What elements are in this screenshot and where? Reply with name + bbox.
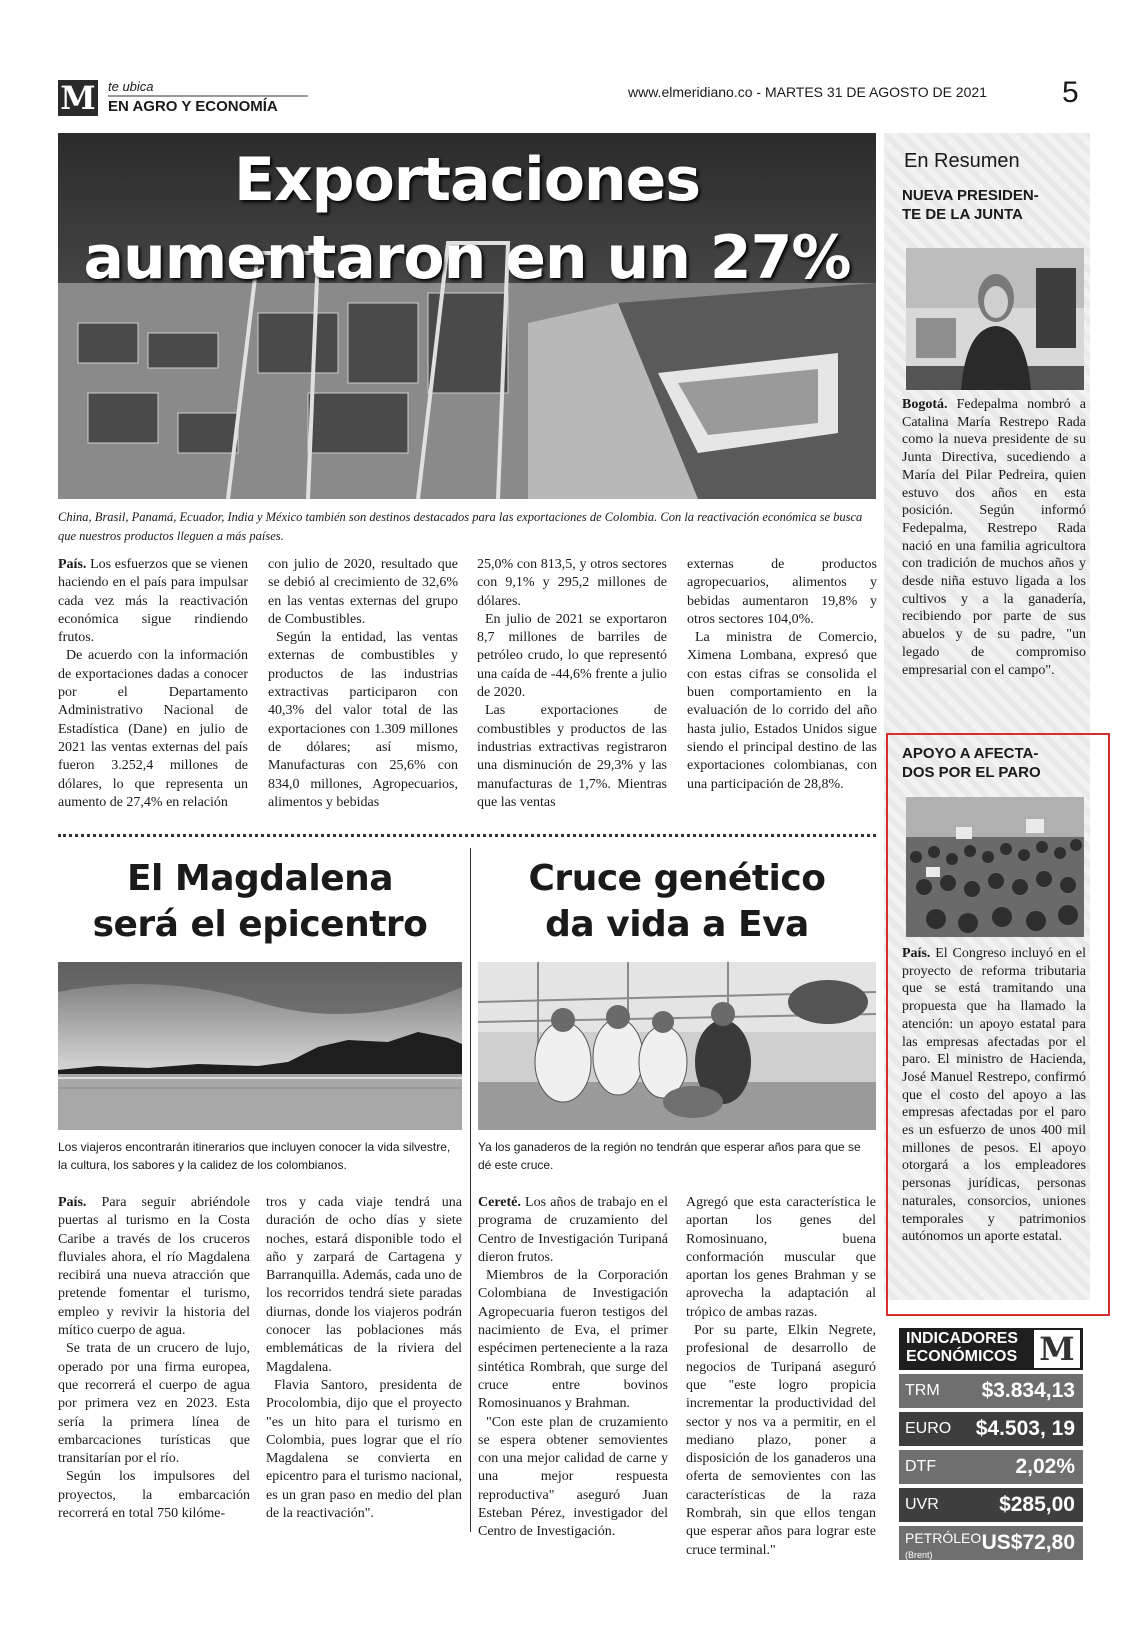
- article3-column-2: [686, 1194, 876, 1560]
- newspaper-logo: M: [58, 80, 98, 116]
- article3-headline: [478, 856, 876, 948]
- masthead-date[interactable]: www.elmeridiano.co - MARTES 31 DE AGOSTO DE 2021: [628, 84, 987, 100]
- researchers-with-calf-illustration: [478, 962, 876, 1130]
- article1-column-4: [687, 556, 877, 794]
- article1-column-1: [58, 556, 248, 812]
- article1-paragraph: En julio de 2021 se exportaron 8,7 millones de barriles de petróleo crudo, lo que representó una caída de -44,6% frente a julio de 2020.: [477, 611, 667, 701]
- section-name: EN AGRO Y ECONOMÍA: [108, 98, 278, 115]
- indicators-title-line1: INDICADORES: [906, 1330, 1019, 1347]
- article1-paragraph: Las exportaciones de combustibles y productos de las industrias extractivas registraron una disminución de 29,3% y las manufacturas de 1,7%. Mientras que las ventas: [477, 703, 667, 810]
- section-kicker: te ubica: [108, 79, 154, 94]
- river-sunset-illustration: [58, 962, 462, 1130]
- article3-caption: Ya los ganaderos de la región no tendrán que esperar años para que se dé este cruce.: [478, 1140, 861, 1172]
- article1-paragraph: Los esfuerzos que se vienen haciendo en el país para impulsar cada vez más la reactivación económica sigue rindiendo frutos.: [58, 557, 248, 646]
- article3-column-1: [478, 1194, 668, 1542]
- section-separator: [58, 834, 876, 837]
- indicator-label: PETRÓLEO: [905, 1530, 982, 1546]
- article3-paragraph: Miembros de la Corporación Colombiana de Investigación Agropecuaria fueron testigos del nacimiento de Eva, el primer espécimen perteneciente a la raza sintética Rombrah, que surge del cruce entre bovinos Romosinuanos y Brahman.: [478, 1268, 668, 1412]
- sidebar-item2-title-line1: APOYO A AFECTA-: [902, 745, 1039, 762]
- indicators-logo: M: [1034, 1330, 1080, 1368]
- hero-photo: [58, 133, 876, 499]
- article2-headline: [58, 856, 462, 948]
- article3-lead: Cereté.: [478, 1195, 521, 1210]
- section-divider: [108, 95, 308, 97]
- article3-paragraph: Los años de trabajo en el programa de cruzamiento del Centro de Investigación Turipaná dieron frutos.: [478, 1195, 668, 1265]
- article2-headline-line2: será el epicentro: [92, 904, 428, 945]
- sidebar-item1-title-line2: TE DE LA JUNTA: [902, 206, 1023, 223]
- sidebar-item1-title-line1: NUEVA PRESIDEN-: [902, 187, 1039, 204]
- sidebar-item2-title-line2: DOS POR EL PARO: [902, 764, 1041, 781]
- cattle-photo: [478, 962, 876, 1130]
- article2-column-2: [266, 1194, 462, 1523]
- article1-column-2: [268, 556, 458, 812]
- article1-paragraph: Según la entidad, las ventas externas de combustibles y productos de las industrias extractivas participaron con 40,3% del valor total de las exportaciones con 1.309 millones de dólares; así mismo, Manufacturas con 25,6% con 834,0 millones, Agropecuarios, alimentos y bebidas: [268, 630, 458, 810]
- hero-headline: [58, 141, 876, 297]
- column-separator: [470, 848, 471, 1532]
- indicator-row-dtf: [899, 1450, 1083, 1484]
- indicator-value: US$72,80: [981, 1531, 1075, 1554]
- indicator-row-uvr: [899, 1488, 1083, 1522]
- sidebar-item2-lead: País.: [902, 946, 931, 961]
- indicators-title-line2: ECONÓMICOS: [906, 1348, 1018, 1365]
- indicators-title: [906, 1330, 1018, 1366]
- indicator-value: $4.503, 19: [975, 1417, 1075, 1440]
- president-portrait: [906, 248, 1084, 390]
- indicator-value: $285,00: [999, 1493, 1075, 1516]
- indicator-label: TRM: [905, 1382, 940, 1399]
- sidebar-item1-body: [902, 396, 1086, 679]
- article3-headline-line1: Cruce genético: [528, 858, 826, 899]
- article3-paragraph: "Con este plan de cruzamiento se espera obtener semovientes con una mejor calidad de carne y una mejor respuesta reproductiva" aseguró Juan Esteban Pérez, investigador del Centro de Investigación.: [478, 1414, 668, 1540]
- article1-lead: País.: [58, 557, 87, 572]
- article1-column-3: [477, 556, 667, 812]
- article2-lead: País.: [58, 1195, 87, 1210]
- sidebar-item1-title: [902, 186, 1092, 224]
- article1-paragraph: 25,0% con 813,5, y otros sectores con 9,1% y 295,2 millones de dólares.: [477, 557, 667, 609]
- article1-paragraph: externas de productos agropecuarios, alimentos y bebidas aumentaron 19,8% y otros sectores 104,0%.: [687, 557, 877, 627]
- sidebar-heading: En Resumen: [904, 150, 1020, 172]
- page-number: 5: [1062, 76, 1079, 109]
- indicator-label: DTF: [905, 1458, 937, 1475]
- article2-paragraph: Se trata de un crucero de lujo, operado por una firma europea, que recorrerá el cuerpo de agua por primera vez en 2023. Esta sería la primera línea de embarcaciones turísticas que transitarían por el río.: [58, 1341, 250, 1467]
- crowd-illustration: [906, 797, 1084, 937]
- indicator-row-euro: [899, 1412, 1083, 1446]
- portrait-illustration: [906, 248, 1084, 390]
- article2-paragraph: Flavia Santoro, presidenta de Procolombia, dijo que el proyecto "es un hito para el turismo en Colombia, pues lograr que el río Magdalena se convierta en epicentro para el turismo nacional, es un gran paso en medio del plan de la reactivación".: [266, 1377, 462, 1522]
- river-photo: [58, 962, 462, 1130]
- indicator-value: 2,02%: [1015, 1455, 1075, 1478]
- indicator-row-trm: [899, 1374, 1083, 1408]
- article2-paragraph: tros y cada viaje tendrá una duración de ocho días y siete noches, estará disponible todo el año y zarpará de Cartagena y Barranquilla. Además, cada uno de los recorridos tendrá siete paradas diurnas, donde los viajeros podrán conocer las poblaciones más emblemáticas de la riviera del Magdalena.: [266, 1195, 462, 1375]
- indicator-sublabel: (Brent): [905, 1550, 933, 1560]
- article2-paragraph: Para seguir abriéndole puertas al turismo en la Costa Caribe a través de los cruceros fluviales ahora, el río Magdalena recibirá una nueva atracción que pretende fomentar el turismo, empleo y revivir la historia del mítico cuerpo de agua.: [58, 1195, 250, 1339]
- article1-paragraph: De acuerdo con la información de exportaciones dadas a conocer por el Departamento Administrativo Nacional de Estadística (Dane) en julio de 2021 las ventas externas del país fueron 3.252,4 millones de dólares, lo que representa un aumento de 27,4% en relación: [58, 648, 248, 810]
- article1-paragraph: La ministra de Comercio, Ximena Lombana, expresó que con estas cifras se consolida el buen comportamiento en la evaluación de lo corrido del año hasta julio, Estados Unidos sigue siendo el principal destino de las exportaciones colombianas, con una participación de 28,8%.: [687, 630, 877, 792]
- sidebar-item2-text: El Congreso incluyó en el proyecto de reforma tributaria que se está tramitando una propuesta que ha llamado la atención: un apoyo estatal para las empresas afectadas por el paro. El ministro de Hacienda, José Manuel Restrepo, confirmó que el costo del apoyo a las empresas afectadas por el paro es un esfuerzo de unos 400 mil millones de pesos. El apoyo otorgará a los empleadores personas jurídicas, personas naturales, consorcios, uniones temporales y patrimonios autónomos un aporte estatal.: [902, 946, 1086, 1245]
- article3-paragraph: Por su parte, Elkin Negrete, profesional de desarrollo de negocios de Turipaná aseguró que "este logro propicia incrementar la productividad del sector y nos va a permitir, en el mediano plazo, poner a disposición de los ganaderos una oferta de semovientes con las características de la raza Rombrah, sin que ellos tengan que esperar años para lograr este cruce terminal.": [686, 1323, 876, 1558]
- sidebar-item1-text: Fedepalma nombró a Catalina María Restrepo Rada como la nueva presidente de su Junta Directiva, sucediendo a María del Pilar Pedreira, quien estuvo dos años en esta posición. Según informó Fedepalma, Restrepo Rada nació en una familia agricultora con tradición de muchos años y desde niña estuvo ligada a los cultivos y a la ganadería, recibiendo por parte de sus abuelos y de su padre, "un legado de compromiso empresarial con el campo".: [902, 397, 1086, 678]
- hero-caption: China, Brasil, Panamá, Ecuador, India y México también son destinos destacados para las exportaciones de Colombia. Con la reactivación económica se busca que nuestros productos lleguen a más países.: [58, 510, 863, 543]
- indicator-label: EURO: [905, 1420, 952, 1437]
- sidebar-item1-lead: Bogotá.: [902, 397, 948, 412]
- indicator-label: UVR: [905, 1496, 939, 1513]
- indicator-row-petroleo: [899, 1526, 1083, 1560]
- indicator-value: $3.834,13: [981, 1379, 1075, 1402]
- article2-caption: Los viajeros encontrarán itinerarios que incluyen conocer la vida silvestre, la cultura, los sabores y la calidez de los colombianos.: [58, 1140, 451, 1172]
- article2-paragraph: Según los impulsores del proyectos, la embarcación recorrerá en total 750 kilóme-: [58, 1469, 250, 1522]
- article3-paragraph: Agregó que esta característica le aportan los genes del Romosinuano, buena conformación muscular que aportan los genes Brahman y se aprovecha la adaptación al trópico de ambas razas.: [686, 1195, 876, 1320]
- article3-headline-line2: da vida a Eva: [545, 904, 809, 945]
- protest-photo: [906, 797, 1084, 937]
- hero-headline-line1: Exportaciones: [233, 145, 701, 215]
- sidebar-item2-title: [902, 744, 1092, 782]
- article1-paragraph: con julio de 2020, resultado que se debió al crecimiento de 32,6% en las ventas externas del grupo de Combustibles.: [268, 557, 458, 627]
- hero-headline-line2: aumentaron en un 27%: [83, 223, 851, 293]
- sidebar-item2-body: [902, 945, 1086, 1246]
- article2-headline-line1: El Magdalena: [126, 858, 394, 899]
- article2-column-1: [58, 1194, 250, 1523]
